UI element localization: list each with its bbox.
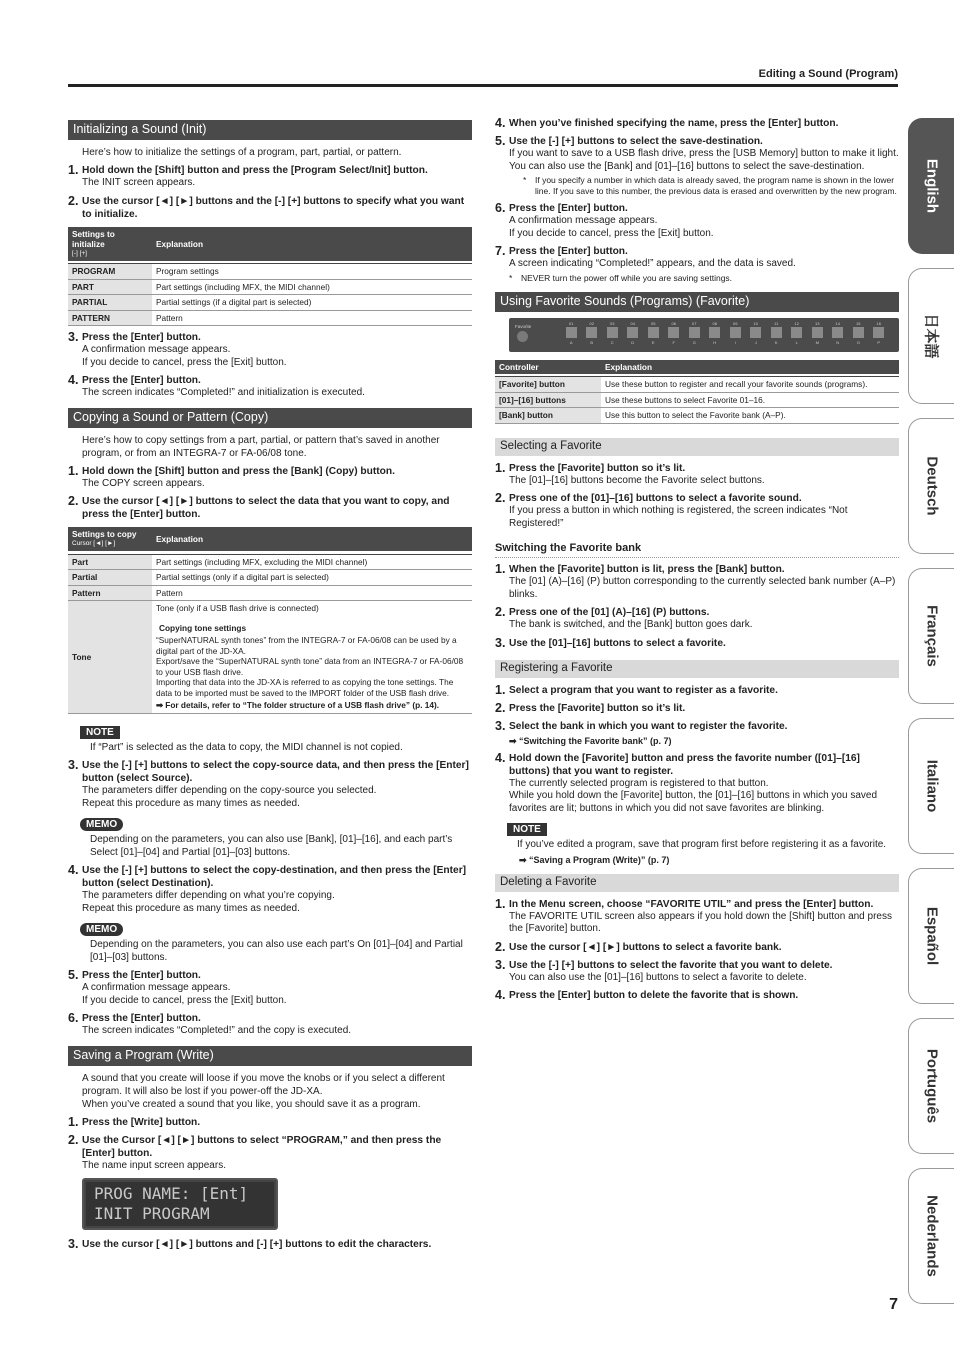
step-number: 1. — [495, 460, 506, 475]
table-key: [01]–[16] buttons — [495, 392, 601, 408]
table-key: [Favorite] button — [495, 377, 601, 393]
page-header-title: Editing a Sound (Program) — [758, 68, 898, 80]
step-description: The FAVORITE UTIL screen also appears if you hold down the [Shift] button and press the [Favorite] button. — [509, 910, 892, 934]
tone-explanation: Tone (only if a USB flash drive is connected) Copying tone settings “SuperNATURAL synth tones” from the INTEGRA-7 or FA-06/08 can be used by a digital part of the JD-XA. Export/save the “SuperNATURAL synth tone” data from an INTEGRA-7 or FA-06/08 to your USB flash drive. Importing that data into the JD-XA is referred to as copying the tone settings. The data to be imported must be saved to the IMPORT folder of the USB flash drive. ➡ For details, refer to “The folder structure of a USB flash drive” (p. 14). — [152, 601, 472, 714]
step-number: 1. — [495, 682, 506, 697]
step-title: Use the cursor [◄] [►] buttons and the [-] [+] buttons to specify what you want to initialize. — [82, 195, 465, 220]
note-text: If you’ve edited a program, save that program first before registering it as a favorite. — [517, 839, 887, 850]
step-number: 6. — [495, 201, 506, 215]
table-header: Explanation — [152, 227, 472, 261]
copy-intro: Here’s how to copy settings from a part, partial, or pattern that’s saved in another program, or from an INTEGRA-7 or FA-06/08 tone. — [82, 434, 440, 459]
table-key: PROGRAM — [68, 264, 152, 280]
table-row — [68, 554, 472, 570]
note-badge: NOTE — [507, 823, 547, 836]
step — [495, 702, 899, 715]
step-description: A screen indicating “Completed!” appears, and the data is saved. — [509, 258, 796, 269]
step-title: Use the [-] [+] buttons to select the copy-source data, and then press the [Enter] button (select Source). — [82, 760, 469, 784]
step-number: 5. — [495, 134, 506, 148]
step-title: Press the [Favorite] button so it’s lit. — [509, 462, 686, 474]
step-description: A confirmation message appears. If you decide to cancel, press the [Exit] button. — [82, 344, 287, 368]
step-number: 2. — [68, 1132, 79, 1147]
panel-button: 05 E — [643, 321, 664, 345]
step-number: 1. — [495, 896, 506, 911]
step-number: 3. — [68, 330, 79, 344]
panel-button: 04 D — [623, 321, 644, 345]
table-value: Pattern — [152, 310, 472, 326]
panel-button: 03 C — [602, 321, 623, 345]
table-key: PART — [68, 279, 152, 295]
step-number: 1. — [68, 163, 79, 177]
step-title: Press the [Enter] button. — [82, 375, 201, 386]
step-title: Use the cursor [◄] [►] buttons to select the data that you want to copy, and press the [Enter] button. — [82, 496, 450, 520]
step — [68, 759, 472, 810]
table-row — [495, 408, 899, 424]
note-badge: NOTE — [80, 726, 120, 739]
panel-button: 15 O — [848, 321, 869, 345]
step-number: 2. — [495, 605, 506, 619]
step-number: 1. — [68, 1114, 79, 1129]
step-reference: ➡ “Switching the Favorite bank” (p. 7) — [509, 735, 672, 746]
step-title: Press the [Enter] button. — [82, 1013, 201, 1024]
step — [495, 462, 899, 488]
step-number: 3. — [495, 957, 506, 972]
language-tab-label: 日本語 — [922, 313, 939, 359]
table-value: Part settings (including MFX, the MIDI channel) — [152, 279, 472, 295]
panel-button: 02 B — [582, 321, 603, 345]
step-title: When the [Favorite] button is lit, press the [Bank] button. — [509, 564, 785, 575]
step-description: If you want to save to a USB flash drive, press the [USB Memory] button to make it light. You can also use the [Bank] and [01]–[16] buttons to select the save-destination. — [509, 148, 899, 172]
table-key: PATTERN — [68, 310, 152, 326]
step — [495, 245, 899, 284]
step-description: The [01] (A)–[16] (P) button corresponding to the currently selected bank number (A–P) blinks. — [509, 576, 896, 600]
step-description: You can also use the [01]–[16] buttons to select a favorite to delete. — [509, 971, 807, 983]
step — [495, 492, 899, 530]
step — [495, 989, 899, 1002]
step-title: Press the [Enter] button. — [509, 246, 628, 257]
left-column — [68, 116, 472, 1251]
panel-button: 16 P — [869, 321, 890, 345]
table-header: Controller — [495, 360, 601, 374]
table-row — [68, 585, 472, 601]
step-description: A confirmation message appears. If you decide to cancel, press the [Exit] button. — [509, 215, 714, 239]
step-number: 5. — [68, 968, 79, 982]
step-title: Use the [-] [+] buttons to select the save-destination. — [509, 136, 763, 147]
table-value: Pattern — [152, 585, 472, 601]
step-title: Press one of the [01] (A)–[16] (P) buttons. — [509, 607, 710, 618]
panel-button: 06 F — [664, 321, 685, 345]
panel-button: 08 H — [705, 321, 726, 345]
table-row — [68, 295, 472, 311]
step-title: Use the Cursor [◄] [►] buttons to select “PROGRAM,” and then press the [Enter] button. — [82, 1134, 442, 1159]
step-number: 3. — [495, 718, 506, 733]
favorite-panel-illustration — [509, 318, 899, 352]
table-row — [68, 279, 472, 295]
step-number: 6. — [68, 1011, 79, 1025]
step-title: In the Menu screen, choose “FAVORITE UTIL” and press the [Enter] button. — [509, 898, 874, 910]
step-number: 2. — [495, 939, 506, 954]
step-number: 3. — [495, 635, 506, 650]
memo-text: Depending on the parameters, you can also use each part’s On [01]–[04] and Partial [01]–[03] buttons. — [90, 939, 463, 963]
step — [68, 969, 472, 1007]
step-number: 4. — [495, 116, 506, 130]
step — [495, 117, 899, 130]
language-tab-label: Nederlands — [923, 1195, 940, 1277]
step-title: Press one of the [01]–[16] buttons to select a favorite sound. — [509, 493, 802, 504]
language-tab-label: Español — [923, 906, 940, 966]
language-tab[interactable] — [908, 268, 954, 404]
step-description: The COPY screen appears. — [82, 477, 205, 489]
lcd-line-2: INIT PROGRAM — [94, 1204, 210, 1223]
section-heading-save: Saving a Program (Write) — [68, 1046, 472, 1066]
step-description: The [01]–[16] buttons become the Favorite select buttons. — [509, 474, 765, 486]
subsection-heading-delete: Deleting a Favorite — [495, 874, 899, 892]
language-tab[interactable] — [908, 418, 954, 554]
language-tab-label: Deutsch — [923, 456, 940, 516]
table-value: Partial settings (only if a digital part is selected) — [152, 570, 472, 586]
step — [495, 720, 899, 747]
step-number: 1. — [68, 463, 79, 478]
language-tab[interactable] — [908, 718, 954, 854]
step — [495, 959, 899, 985]
table-value: Partial settings (if a digital part is selected) — [152, 295, 472, 311]
step — [495, 941, 899, 954]
step-title: Press the [Write] button. — [82, 1116, 201, 1128]
table-row — [68, 570, 472, 586]
note-text: If “Part” is selected as the data to copy, the MIDI channel is not copied. — [90, 741, 403, 753]
table-key: [Bank] button — [495, 408, 601, 424]
table-key: Part — [68, 554, 152, 570]
lcd-line-1: PROG NAME: [Ent] — [94, 1184, 249, 1203]
step-title: Hold down the [Shift] button and press the [Bank] (Copy) button. — [82, 465, 395, 477]
step-description: The bank is switched, and the [Bank] button goes dark. — [509, 619, 753, 630]
section-heading-init: Initializing a Sound (Init) — [68, 120, 472, 140]
step — [68, 164, 472, 190]
step-number: 4. — [68, 863, 79, 877]
step-title: Select the bank in which you want to register the favorite. — [509, 720, 788, 732]
language-tab-label: Italiano — [923, 759, 940, 813]
panel-button: 07 G — [684, 321, 705, 345]
memo-badge: MEMO — [80, 818, 123, 831]
save-intro: A sound that you create will loose if you move the knobs or if you select a different program. It will also be lost if you power-off the JD-XA. When you’ve created a sound that you like, you should save it as a program. — [82, 1072, 445, 1110]
step — [68, 1134, 472, 1173]
step — [495, 684, 899, 697]
panel-button: 09 I — [725, 321, 746, 345]
table-key: Partial — [68, 570, 152, 586]
step-number: 3. — [68, 1237, 79, 1251]
step-description: A confirmation message appears. If you decide to cancel, press the [Exit] button. — [82, 982, 287, 1006]
step — [68, 374, 472, 400]
table-header: Explanation — [152, 527, 472, 551]
table-row — [68, 310, 472, 326]
step-number: 3. — [68, 758, 79, 772]
step-number: 2. — [68, 494, 79, 508]
table-header: Explanation — [601, 360, 899, 374]
step — [495, 563, 899, 601]
step-description: The screen indicates “Completed!” and initialization is executed. — [82, 387, 365, 398]
knob-icon — [517, 331, 528, 342]
language-tab[interactable] — [908, 118, 954, 254]
panel-button: 12 L — [787, 321, 808, 345]
panel-button: 01 A — [561, 321, 582, 345]
table-value: Use this button to select the Favorite bank (A–P). — [601, 408, 899, 424]
step-title: When you’ve finished specifying the name, press the [Enter] button. — [509, 118, 839, 129]
step — [68, 1238, 472, 1251]
step-title: Use the [-] [+] buttons to select the copy-destination, and then press the [Enter] button (select Destination). — [82, 865, 467, 889]
step-number: 4. — [495, 988, 506, 1002]
panel-label: Favorite — [515, 323, 532, 329]
step-description: The currently selected program is registered to that button. While you hold down the [Favorite] button, the [01]–[16] buttons in which you saved favorites are lit; buttons in which you did not save favorites are blinking. — [509, 777, 878, 814]
section-heading-favorite: Using Favorite Sounds (Programs) (Favorite) — [495, 292, 899, 312]
step-title: Hold down the [Favorite] button and press the favorite number ([01]–[16] buttons) that you want to register. — [509, 752, 860, 777]
table-key: PARTIAL — [68, 295, 152, 311]
step-title: Use the cursor [◄] [►] buttons to select a favorite bank. — [509, 941, 782, 953]
step-title: Select a program that you want to register as a favorite. — [509, 684, 778, 696]
language-tab-label: Português — [923, 1048, 940, 1124]
step-title: Use the [-] [+] buttons to select the favorite that you want to delete. — [509, 959, 833, 971]
step-number: 4. — [495, 750, 506, 765]
table-value: Use these button to register and recall your favorite sounds (programs). — [601, 377, 899, 393]
step-title: Press the [Enter] button. — [82, 332, 201, 343]
step-description: The parameters differ depending on what you’re copying. Repeat this procedure as many times as needed. — [82, 890, 335, 914]
step-description: The screen indicates “Completed!” and the copy is executed. — [82, 1025, 352, 1036]
step-title: Press the [Enter] button to delete the favorite that is shown. — [509, 990, 799, 1001]
table-row — [495, 392, 899, 408]
table-row — [495, 377, 899, 393]
step — [68, 1116, 472, 1129]
table-value: Part settings (including MFX, excluding the MIDI channel) — [152, 554, 472, 570]
header-rule — [68, 84, 898, 87]
step-number: 2. — [495, 491, 506, 505]
step-number: 4. — [68, 373, 79, 387]
table-key: Pattern — [68, 585, 152, 601]
step — [495, 637, 899, 650]
step — [495, 752, 899, 816]
step-description: The INIT screen appears. — [82, 177, 196, 188]
subsection-heading-switch: Switching the Favorite bank — [495, 542, 899, 558]
step-description: The parameters differ depending on the copy-source you selected. Repeat this procedure as many times as needed. — [82, 785, 377, 809]
step-title: Use the cursor [◄] [►] buttons and [-] [+] buttons to edit the characters. — [82, 1239, 432, 1250]
section-heading-copy: Copying a Sound or Pattern (Copy) — [68, 408, 472, 428]
lcd-display — [82, 1178, 278, 1230]
step — [68, 331, 472, 369]
step — [68, 465, 472, 491]
step — [68, 195, 472, 221]
step-title: Press the [Favorite] button so it’s lit. — [509, 702, 686, 714]
table-value: Program settings — [152, 264, 472, 280]
language-tab[interactable] — [908, 568, 954, 704]
memo-badge: MEMO — [80, 923, 123, 936]
memo-text: Depending on the parameters, you can also use [Bank], [01]–[16], and each part’s Select [01]–[04] and Partial [01]–[03] buttons. — [90, 834, 453, 858]
step — [68, 495, 472, 521]
right-column — [495, 112, 899, 1002]
step-title: Use the [01]–[16] buttons to select a favorite. — [509, 637, 726, 649]
step — [68, 864, 472, 915]
step — [68, 1012, 472, 1038]
language-tab[interactable] — [908, 1168, 954, 1304]
panel-button: 13 M — [807, 321, 828, 345]
page-number: 7 — [889, 1296, 898, 1313]
language-tab-label: Français — [923, 605, 940, 667]
table-header: Settings to initialize [-] [+] — [68, 227, 152, 261]
step-title: Press the [Enter] button. — [82, 970, 201, 981]
language-tab[interactable] — [908, 1018, 954, 1154]
step-description: If you press a button in which nothing is registered, the screen indicates “Not Registered!” — [509, 505, 848, 529]
step-title: Hold down the [Shift] button and press the [Program Select/Init] button. — [82, 165, 428, 176]
step — [495, 606, 899, 632]
step-description: The name input screen appears. — [82, 1159, 226, 1171]
panel-button: 10 J — [746, 321, 767, 345]
subsection-heading-register: Registering a Favorite — [495, 660, 899, 678]
language-tab-label: English — [923, 158, 940, 214]
step-number: 2. — [495, 700, 506, 715]
table-value: Use these buttons to select Favorite 01–16. — [601, 392, 899, 408]
table-header: Settings to copy Cursor [◄] [►] — [68, 527, 152, 551]
step — [495, 135, 899, 197]
step-number: 2. — [68, 193, 79, 208]
panel-button: 11 K — [766, 321, 787, 345]
step-number: 1. — [495, 562, 506, 576]
table-row — [68, 264, 472, 280]
footnote: * If you specify a number in which data is already saved, the program name is shown in the lower line. If you save to this number, the previous data is erased and overwritten by the new program. — [523, 175, 897, 196]
table-key: Tone — [68, 601, 152, 714]
init-intro: Here’s how to initialize the settings of a program, part, partial, or pattern. — [82, 147, 402, 158]
copy-settings-table — [68, 527, 472, 714]
step — [495, 898, 899, 936]
favorite-controller-table — [495, 360, 899, 424]
note-reference: ➡ “Saving a Program (Write)” (p. 7) — [519, 854, 670, 865]
language-tab[interactable] — [908, 868, 954, 1004]
panel-button: 14 N — [828, 321, 849, 345]
subsection-heading-select: Selecting a Favorite — [495, 438, 899, 456]
step-title: Press the [Enter] button. — [509, 203, 628, 214]
footnote: * NEVER turn the power off while you are saving settings. — [509, 272, 733, 283]
step-number: 7. — [495, 244, 506, 258]
step — [495, 202, 899, 240]
init-settings-table — [68, 227, 472, 327]
